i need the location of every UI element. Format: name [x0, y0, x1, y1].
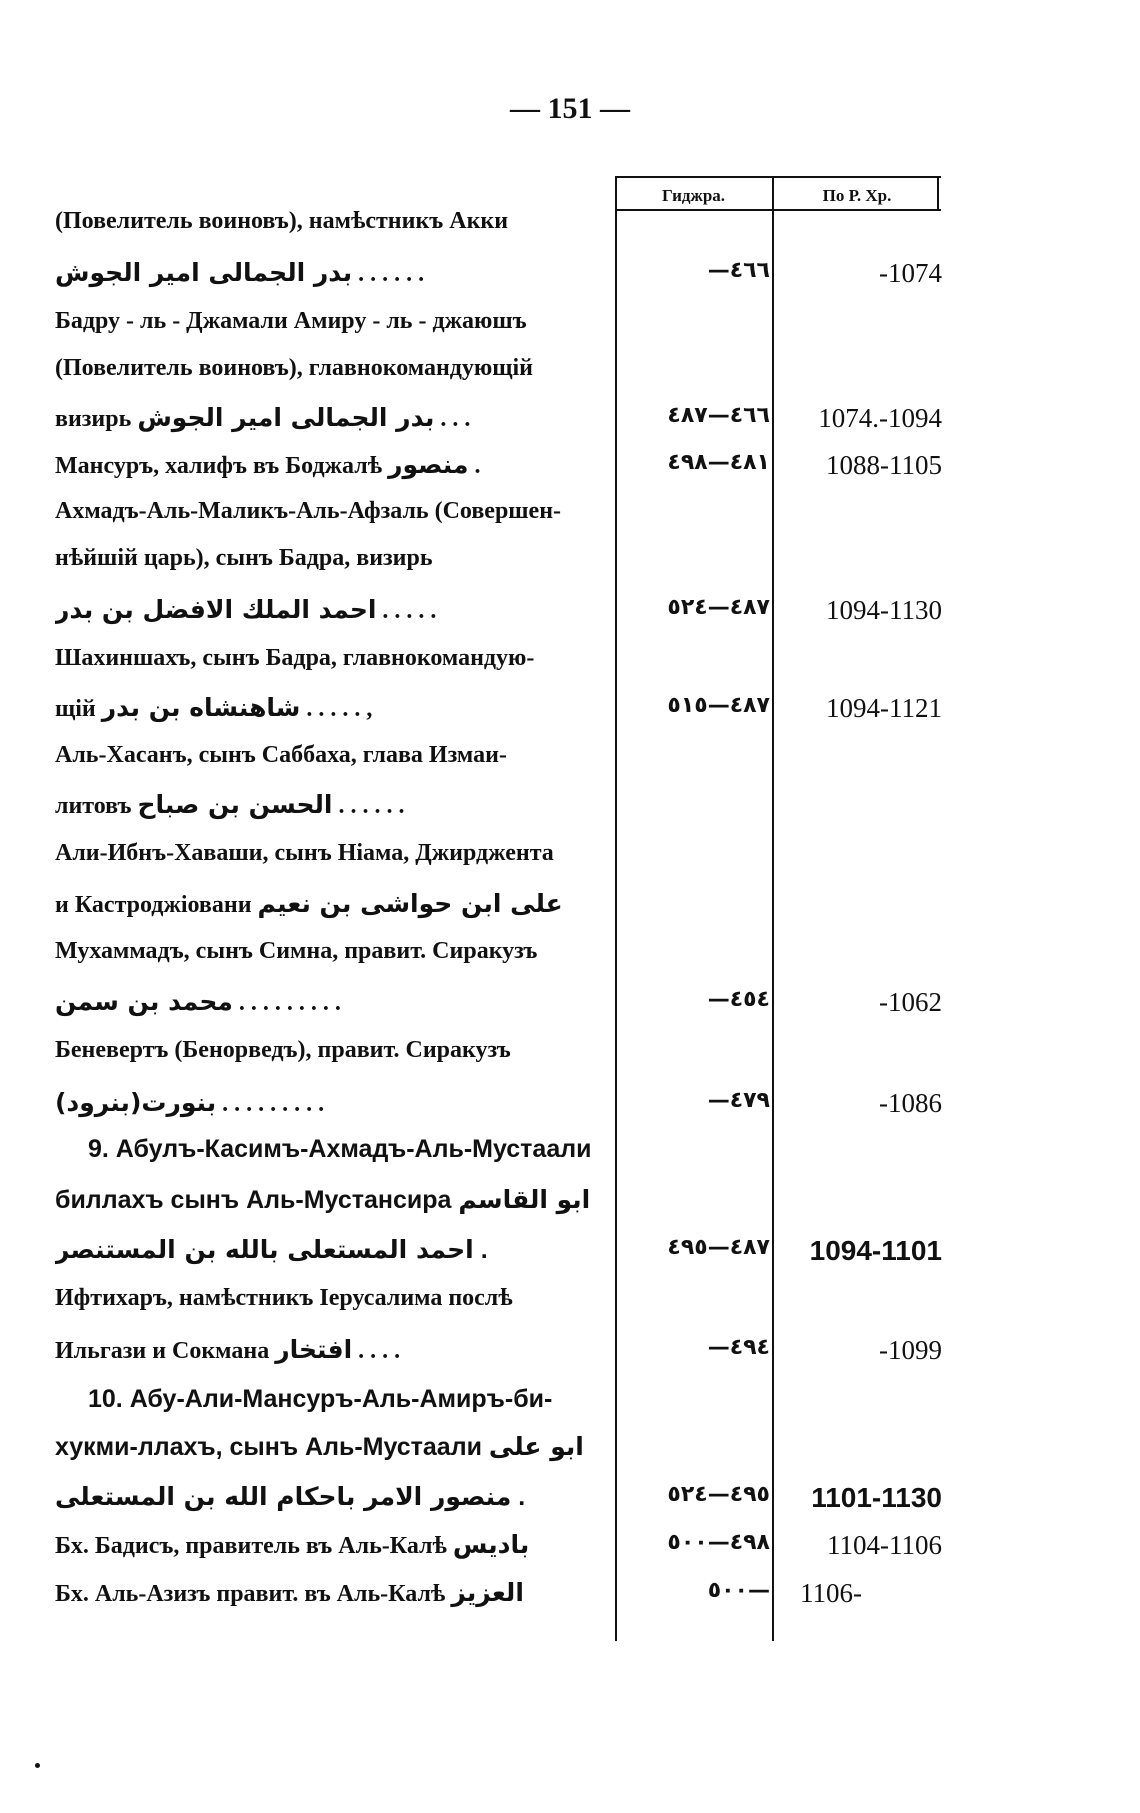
russian-text: Шахиншахъ, сынъ Бадра, главнокомандую- [55, 645, 535, 671]
hijra-date: —٤٧٩ [707, 1088, 770, 1113]
arabic-name: شاهنشاه بن بدر [101, 693, 301, 722]
arabic-name: منصور الامر باحكام الله بن المستعلى [55, 1482, 512, 1511]
leader-dots: . . . . . . . . . [238, 990, 341, 1016]
christian-date: 1094-1130 [826, 595, 942, 625]
russian-text: Бх. Аль-Азизъ правит. въ Аль-Калѣ [55, 1581, 446, 1607]
russian-text: щій [55, 696, 96, 722]
russian-text: (Повелитель воиновъ), главнокомандующій [55, 355, 534, 381]
entry-text [55, 938, 615, 965]
date-table-frame [615, 176, 941, 1641]
entry-text [55, 545, 615, 572]
christian-date: -1062 [879, 987, 942, 1017]
entry-text [55, 450, 615, 480]
entry-text [88, 1135, 648, 1164]
arabic-name: الحسن بن صباح [137, 790, 333, 819]
entry-text [55, 595, 615, 625]
christian-date: -1086 [879, 1088, 942, 1118]
leader-dots: . . . . . , [306, 696, 373, 722]
russian-text: нѣйшій царь), сынъ Бадра, визирь [55, 545, 433, 571]
russian-text: визирь [55, 406, 132, 432]
hijra-date: ٥٠٠— [707, 1578, 770, 1603]
page-number: — 151 — [510, 92, 630, 125]
hijra-date: —٤٦٦ [707, 258, 770, 283]
arabic-name: ابو علی [488, 1432, 584, 1461]
entry-text [55, 742, 615, 769]
arabic-name: محمد بن سمن [55, 987, 233, 1016]
hijra-date: ٤٨٧—٥١٥ [667, 693, 770, 718]
christian-date: -1074 [879, 258, 942, 288]
entry-text [55, 790, 615, 820]
entry-text [55, 645, 615, 672]
leader-dots: . [474, 453, 481, 479]
leader-dots: . . . . [358, 1338, 401, 1364]
entry-text [55, 258, 615, 288]
hijra-date: ٤٦٦—٤٨٧ [667, 403, 770, 428]
entry-text [88, 1385, 648, 1414]
christian-date: 1094-1121 [826, 693, 942, 723]
entry-text [55, 1530, 615, 1560]
entry-text [55, 1235, 615, 1265]
russian-text: Аль-Хасанъ, сынъ Саббаха, глава Измаи- [55, 742, 507, 768]
russian-text: Бх. Бадисъ, правитель въ Аль-Калѣ [55, 1533, 447, 1559]
russian-text: 10. Абу-Али-Мансуръ-Аль-Амиръ-би- [88, 1385, 553, 1413]
column-header-christ: По Р. Хр. [822, 186, 892, 205]
entry-text [55, 1088, 615, 1118]
entry-text [55, 1432, 615, 1462]
entry-text [55, 1335, 615, 1365]
leader-dots: . [480, 1236, 488, 1264]
entry-text [55, 355, 615, 382]
christian-date: 1104-1106 [827, 1530, 942, 1560]
arabic-name: افتخار [275, 1335, 353, 1364]
russian-text: литовъ [55, 793, 132, 819]
russian-text: Беневертъ (Бенорведъ), правит. Сиракузъ [55, 1037, 511, 1063]
christian-date: 1094-1101 [809, 1235, 942, 1266]
arabic-name: بدر الجمالی امیر الجوش [55, 258, 353, 287]
entry-text [55, 987, 615, 1017]
entry-text [55, 1285, 615, 1312]
hijra-date: ٤٨٧—٥٢٤ [667, 595, 770, 620]
arabic-name: بدر الجمالی امیر الجوش [137, 403, 435, 432]
russian-text: Бадру - ль - Джамали Амиру - ль - джаюшъ [55, 308, 527, 334]
entry-text [55, 693, 615, 723]
russian-text: биллахъ сынъ Аль-Мустансира [55, 1186, 452, 1214]
russian-text: Мансуръ, халифъ въ Боджалѣ [55, 453, 383, 479]
leader-dots: . . . . . . [358, 261, 425, 287]
entry-text [55, 1578, 615, 1608]
hijra-date: ٤٩٥—٥٢٤ [667, 1482, 770, 1507]
arabic-name: باديس [452, 1530, 530, 1559]
russian-text: и Кастроджіовани [55, 892, 252, 918]
hijra-date: —٤٥٤ [707, 987, 770, 1012]
christian-date: 1074.-1094 [818, 403, 942, 433]
leader-dots: . . . . . . [338, 793, 405, 819]
arabic-name: منصور [388, 450, 469, 479]
russian-text: Ильгази и Сокмана [55, 1338, 270, 1364]
leader-dots: . . . . . [382, 598, 437, 624]
leader-dots: . . . . . . . . . [222, 1091, 325, 1117]
entry-text [55, 840, 615, 867]
hijra-date: ٤٨١—٤٩٨ [667, 450, 770, 475]
hijra-date: —٤٩٤ [707, 1335, 770, 1360]
russian-text: Мухаммадъ, сынъ Симна, правит. Сиракузъ [55, 938, 538, 964]
entry-text [55, 208, 615, 235]
russian-text: 9. Абулъ-Касимъ-Ахмадъ-Аль-Мустаали [88, 1135, 592, 1163]
arabic-name: احمد المستعلى بالله بن المستنصر [55, 1235, 474, 1264]
arabic-name: احمد الملك الافضل بن بدر [55, 595, 377, 624]
russian-text: хукми-ллахъ, сынъ Аль-Мустаали [55, 1433, 482, 1461]
leader-dots: . . . [440, 406, 471, 432]
russian-text: Ифтихаръ, намѣстникъ Іерусалима послѣ [55, 1285, 513, 1311]
christian-date: 1106- [800, 1578, 862, 1608]
arabic-name: علی ابن حواشی بن نعیم [257, 889, 563, 918]
christian-date: 1101-1130 [811, 1482, 942, 1513]
entry-text [55, 1037, 615, 1064]
arabic-name: ابو القاسم [458, 1185, 591, 1214]
russian-text: Ахмадъ-Аль-Маликъ-Аль-Афзаль (Совершен- [55, 498, 562, 524]
print-speck [35, 1763, 40, 1768]
leader-dots: . [518, 1483, 526, 1511]
christian-date: 1088-1105 [826, 450, 942, 480]
hijra-date: ٤٨٧—٤٩٥ [667, 1235, 770, 1260]
entry-text [55, 403, 615, 433]
arabic-name: بنورت(بنرود) [55, 1088, 217, 1117]
russian-text: Али-Ибнъ-Хаваши, сынъ Ніама, Джирджента [55, 840, 554, 866]
entry-text [55, 308, 615, 335]
entry-text [55, 498, 615, 525]
christian-date: -1099 [879, 1335, 942, 1365]
hijra-date: ٤٩٨—٥٠٠ [667, 1530, 770, 1555]
russian-text: (Повелитель воиновъ), намѣстникъ Акки [55, 208, 509, 234]
arabic-name: العزيز [451, 1578, 524, 1607]
entry-text [55, 889, 615, 919]
entry-text [55, 1482, 615, 1512]
column-header-hijra: Гиджра. [661, 186, 726, 205]
entry-text [55, 1185, 615, 1215]
